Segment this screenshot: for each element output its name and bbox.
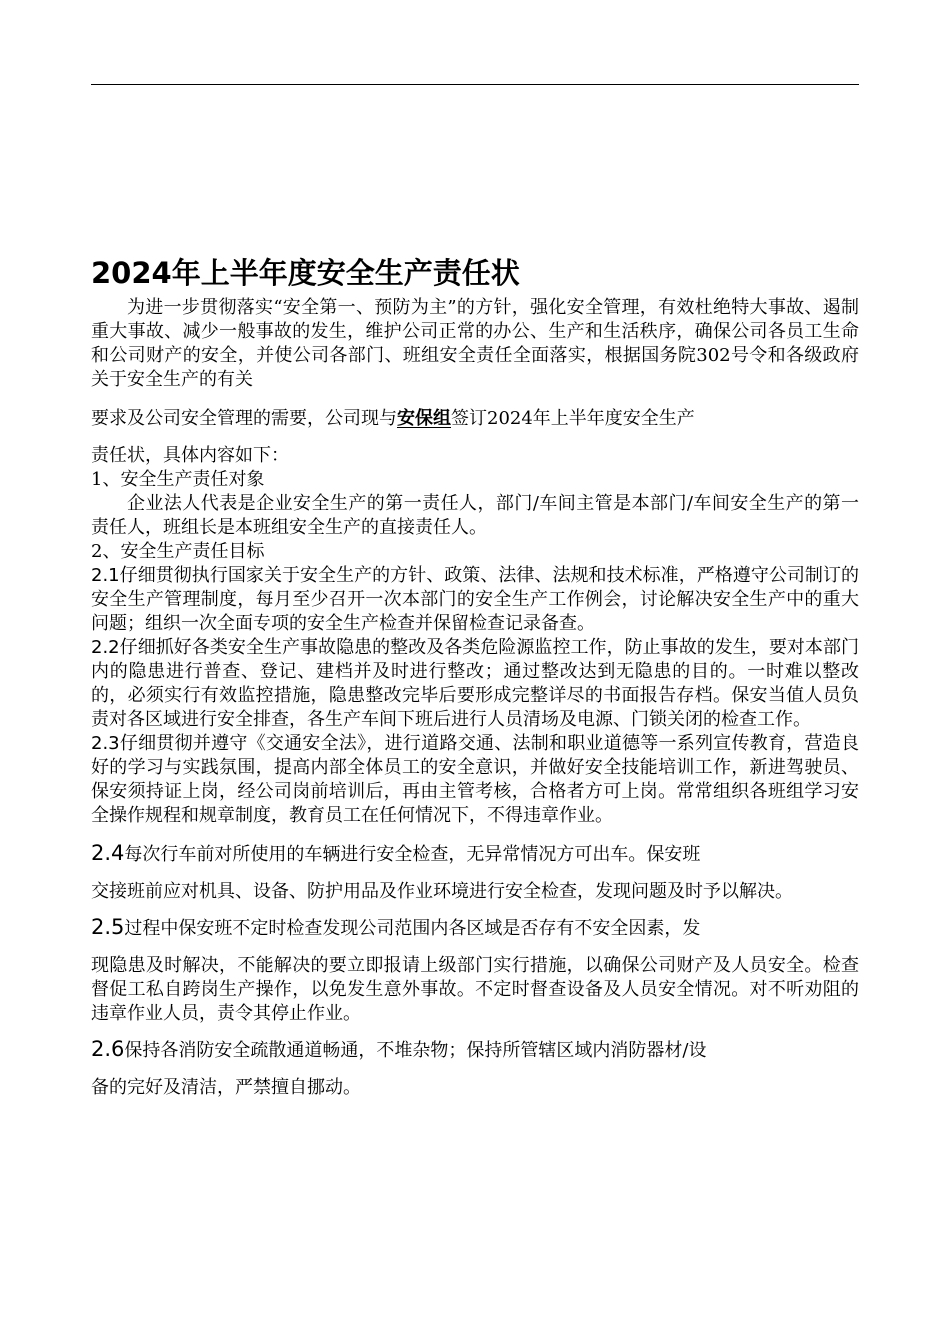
header-divider (91, 84, 859, 85)
intro-text-before: 要求及公司安全管理的需要，公司现与 (91, 408, 397, 429)
item-2-1 (91, 564, 859, 636)
item-2-3-text: 仔细贯彻并遵守《交通安全法》，进行道路交通、法制和职业道德等一系列宣传教育，营造良好的学习与实践氛围，提高内部全体员工的安全意识，并做好安全技能培训工作，新进驾驶员、保安须持证上岗，经公司岗前培训后，再由主管考核，合格者方可上岗。常常组织各班组学习安全操作规程和规章制度，教育员工在任何情况下，不得违章作业。 (91, 733, 859, 826)
intro-paragraph-part3: 责任状，具体内容如下： (91, 445, 289, 466)
document-body (91, 296, 859, 1100)
item-2-3-number: 2.3 (91, 733, 120, 754)
item-2-4-number: 2.4 (91, 841, 125, 865)
item-2-5-number: 2.5 (91, 915, 125, 939)
item-2-4-rest: 交接班前应对机具、设备、防护用品及作业环境进行安全检查，发现问题及时予以解决。 (91, 881, 793, 902)
intro-text-after: 签订2024年上半年度安全生产 (451, 408, 695, 429)
item-2-6-first-line (91, 1030, 859, 1070)
item-2-5-rest: 现隐患及时解决，不能解决的要立即报请上级部门实行措施，以确保公司财产及人员安全。检查督促工私自跨岗生产操作，以免发生意外事故。不定时督查设备及人员安全情况。对不听劝阻的违章作业人员，责令其停止作业。 (91, 955, 859, 1024)
item-2-3 (91, 732, 859, 828)
item-2-5-first-line (91, 908, 859, 948)
item-2-4-first-line (91, 834, 859, 874)
section-1-heading: 1、安全生产责任对象 (91, 469, 265, 490)
item-2-1-text: 仔细贯彻执行国家关于安全生产的方针、政策、法律、法规和技术标准，严格遵守公司制订的安全生产管理制度，每月至少召开一次本部门的安全生产工作例会，讨论解决安全生产中的重大问题；组织一次全面专项的安全生产检查并保留检查记录备查。 (91, 565, 859, 634)
item-2-1-number: 2.1 (91, 565, 120, 586)
contract-party: 安保组 (397, 408, 451, 429)
section-1-text: 企业法人代表是企业安全生产的第一责任人，部门/车间主管是本部门/车间安全生产的第一责任人，班组长是本班组安全生产的直接责任人。 (91, 493, 859, 538)
item-2-4 (91, 834, 859, 904)
item-2-5 (91, 908, 859, 1026)
intro-paragraph-part2 (91, 400, 859, 438)
item-2-6-number: 2.6 (91, 1037, 125, 1061)
item-2-2-text: 仔细抓好各类安全生产事故隐患的整改及各类危险源监控工作，防止事故的发生，要对本部门内的隐患进行普查、登记、建档并及时进行整改；通过整改达到无隐患的目的。一时难以整改的，必须实行有效监控措施，隐患整改完毕后要形成完整详尽的书面报告存档。保安当值人员负责对各区域进行安全排查，各生产车间下班后进行人员清场及电源、门锁关闭的检查工作。 (91, 637, 859, 730)
item-2-6-rest: 备的完好及清洁，严禁擅自挪动。 (91, 1077, 361, 1098)
item-2-6 (91, 1030, 859, 1100)
item-2-5-line1: 过程中保安班不定时检查发现公司范围内各区域是否存有不安全因素，发 (124, 918, 701, 939)
intro-paragraph-part1: 为进一步贯彻落实“安全第一、预防为主”的方针，强化安全管理，有效杜绝特大事故、遏制重大事故、减少一般事故的发生，维护公司正常的办公、生产和生活秩序，确保公司各员工生命和公司财产的安全，并使公司各部门、班组安全责任全面落实，根据国务院302号令和各级政府关于安全生产的有关 (91, 297, 859, 390)
item-2-4-line1: 每次行车前对所使用的车辆进行安全检查，无异常情况方可出车。保安班 (124, 844, 701, 865)
item-2-6-line1: 保持各消防安全疏散通道畅通，不堆杂物；保持所管辖区域内消防器材/设 (124, 1040, 707, 1061)
section-2-heading: 2、安全生产责任目标 (91, 541, 265, 562)
item-2-2-number: 2.2 (91, 637, 120, 658)
document-title: 2024年上半年度安全生产责任状 (91, 256, 520, 290)
item-2-2 (91, 636, 859, 732)
